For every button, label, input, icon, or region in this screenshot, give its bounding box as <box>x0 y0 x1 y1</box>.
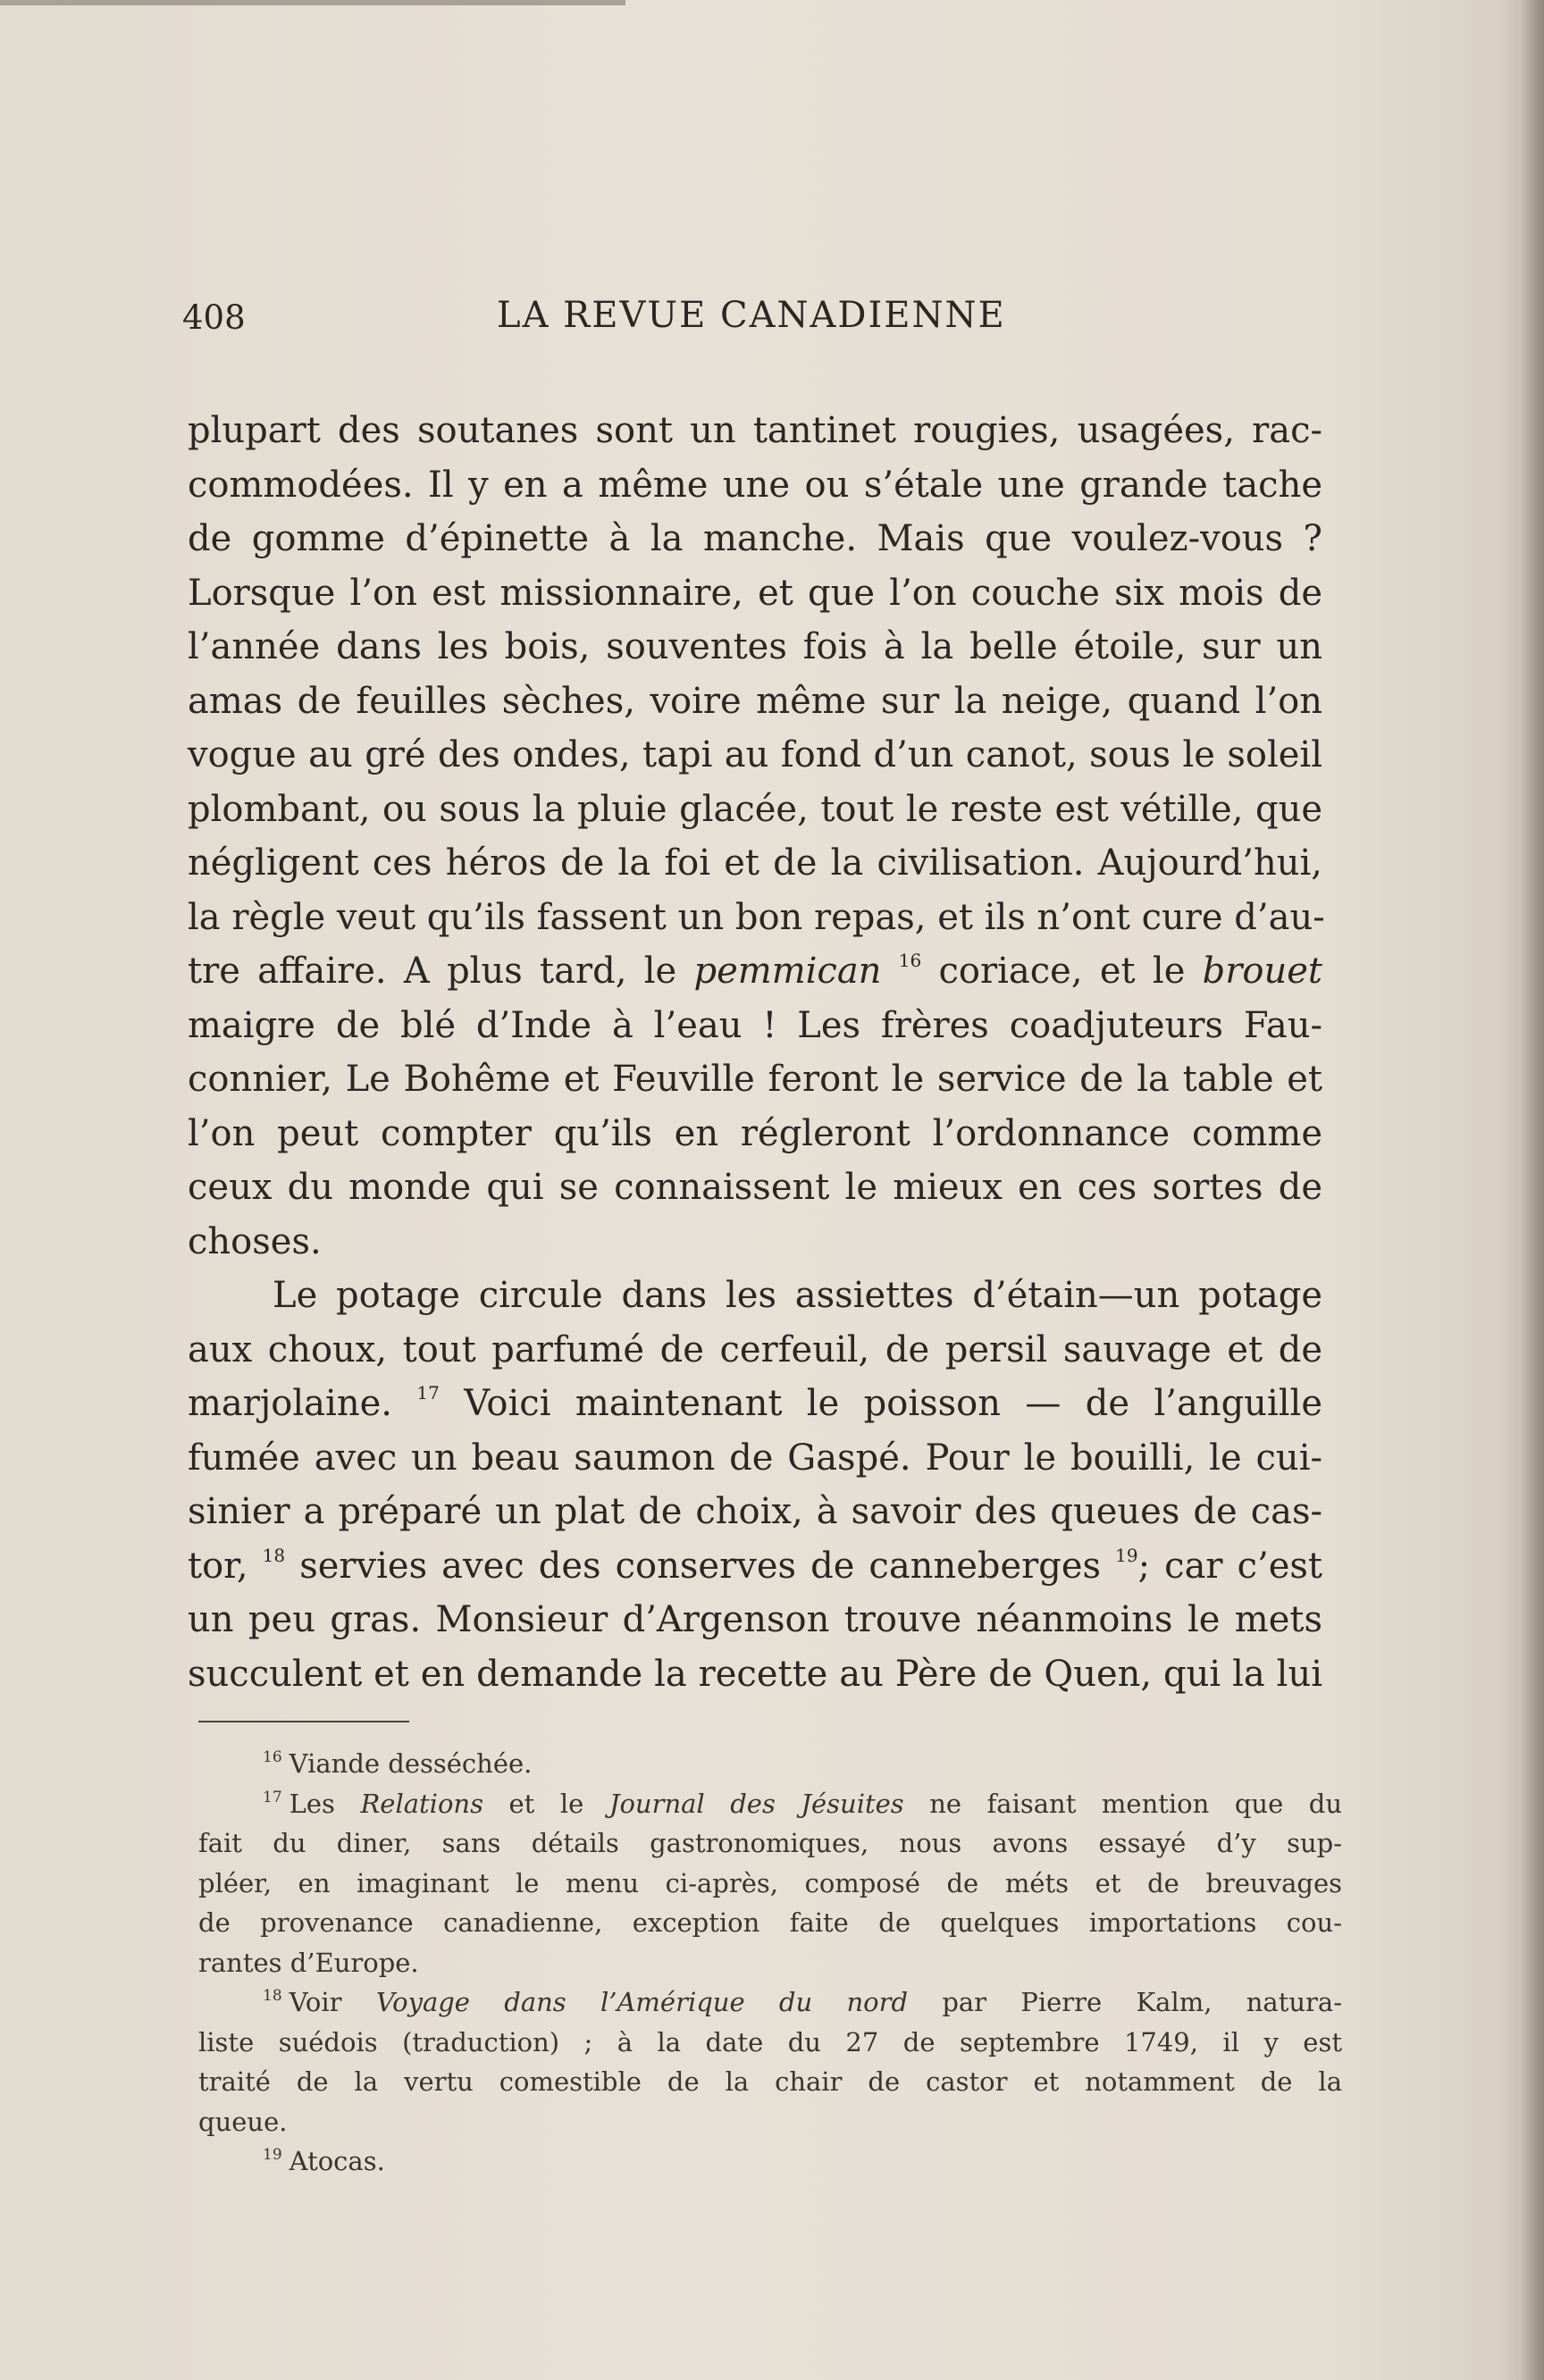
text-run: servies avec des conserves de canneberges <box>285 1545 1116 1587</box>
footnote-ref[interactable]: 16 <box>898 950 922 971</box>
page-number: 408 <box>182 298 246 337</box>
footnote-text: Atocas. <box>289 2146 385 2176</box>
text-line: plupart des soutanes sont un tantinet rougies, usagées, rac- <box>188 410 1322 451</box>
footnote-line: rantes d’Europe. <box>198 1947 419 1978</box>
text-run: ; car c’est <box>1137 1545 1323 1587</box>
text-line: Le potage circule dans les assiettes d’étain—un potage <box>273 1275 1322 1316</box>
footnote-number: 19 <box>263 2146 282 2164</box>
footnote-19 <box>198 2141 1342 2182</box>
footnote-line: de provenance canadienne, exception faite de quelques importations cou- <box>198 1907 1342 1938</box>
text-line <box>188 1539 1322 1594</box>
footnote-text: Viande desséchée. <box>289 1748 533 1779</box>
footnote-ref[interactable]: 17 <box>416 1382 440 1404</box>
footnote-17 <box>198 1784 1342 1824</box>
footnote-line: traité de la vertu comestible de la chair de castor et notamment de la <box>198 2066 1342 2097</box>
footnote-number: 16 <box>263 1748 282 1766</box>
footnote-number: 17 <box>263 1788 282 1806</box>
footnote-18 <box>198 1982 1342 2023</box>
text-line: succulent et en demande la recette au Père de Quen, qui la lui <box>188 1653 1322 1695</box>
text-line: commodées. Il y en a même une ou s’étale une grande tache <box>188 464 1322 506</box>
page-top-edge <box>0 0 625 5</box>
footnote-line: fait du diner, sans détails gastronomiques, nous avons essayé d’y sup- <box>198 1828 1342 1858</box>
footnote-rule <box>198 1721 409 1722</box>
text-line: aux choux, tout parfumé de cerfeuil, de persil sauvage et de <box>188 1328 1322 1370</box>
running-head: LA REVUE CANADIENNE <box>497 295 1006 336</box>
italic-term: pemmican <box>693 951 882 992</box>
text-line: négligent ces héros de la foi et de la civilisation. Aujourd’hui, <box>188 842 1322 884</box>
text-line: de gomme d’épinette à la manche. Mais que voulez-vous ? <box>188 518 1322 559</box>
text-line: vogue au gré des ondes, tapi au fond d’un canot, sous le soleil <box>188 734 1322 775</box>
text-line <box>188 1377 1322 1431</box>
text-run: tre affaire. A plus tard, le <box>188 951 694 992</box>
text-run: coriace, et le <box>921 951 1203 992</box>
text-line: un peu gras. Monsieur d’Argenson trouve néanmoins le mets <box>188 1599 1322 1640</box>
footnote-ref[interactable]: 18 <box>262 1544 286 1566</box>
text-line: amas de feuilles sèches, voire même sur la neige, quand l’on <box>188 680 1322 722</box>
text-run: et le <box>482 1788 609 1819</box>
footnote-16 <box>198 1744 1342 1784</box>
footnote-line: liste suédois (traduction) ; à la date du 27 de septembre 1749, il y est <box>198 2026 1342 2057</box>
text-line: Lorsque l’on est missionnaire, et que l’on couche six mois de <box>188 572 1322 614</box>
text-run: Voici maintenant le poisson — de l’anguille <box>439 1383 1322 1424</box>
text-line: l’année dans les bois, souventes fois à la belle étoile, sur un <box>188 626 1322 667</box>
text-line: fumée avec un beau saumon de Gaspé. Pour le bouilli, le cui- <box>188 1437 1322 1479</box>
text-line <box>188 944 1322 999</box>
page-binding-edge <box>1519 0 1544 2380</box>
footnote-line: pléer, en imaginant le menu ci-après, composé de méts et de breuvages <box>198 1867 1342 1898</box>
text-line: plombant, ou sous la pluie glacée, tout le reste est vétille, que <box>188 788 1322 830</box>
text-line: connier, Le Bohême et Feuville feront le service de la table et <box>188 1059 1322 1100</box>
text-run: par Pierre Kalm, natura- <box>908 1987 1342 2017</box>
text-run: Voir <box>289 1987 376 2017</box>
italic-title: Journal des Jésuites <box>608 1788 904 1819</box>
page-header <box>182 295 1344 348</box>
text-line: choses. <box>188 1220 322 1262</box>
italic-term: brouet <box>1202 951 1322 992</box>
text-line: l’on peut compter qu’ils en régleront l’ordonnance comme <box>188 1112 1322 1154</box>
text-line: ceux du monde qui se connaissent le mieux en ces sortes de <box>188 1167 1322 1208</box>
footnote-ref[interactable]: 19 <box>1115 1544 1138 1566</box>
text-line: sinier a préparé un plat de choix, à savoir des queues de cas- <box>188 1491 1322 1532</box>
footnotes <box>198 1744 1342 2182</box>
italic-title: Voyage dans l’Amérique du nord <box>375 1987 909 2017</box>
footnote-line: queue. <box>198 2106 288 2137</box>
text-run: tor, <box>188 1545 263 1587</box>
body-text <box>188 404 1325 1701</box>
text-line: maigre de blé d’Inde à l’eau ! Les frères coadjuteurs Fau- <box>188 1004 1322 1046</box>
text-run: Les <box>289 1788 361 1819</box>
text-run: ne faisant mention que du <box>903 1788 1343 1819</box>
text-line: la règle veut qu’ils fassent un bon repas, et ils n’ont cure d’au- <box>188 896 1325 938</box>
footnote-number: 18 <box>263 1987 282 2005</box>
italic-title: Relations <box>360 1788 483 1819</box>
text-run: marjolaine. <box>188 1383 417 1424</box>
